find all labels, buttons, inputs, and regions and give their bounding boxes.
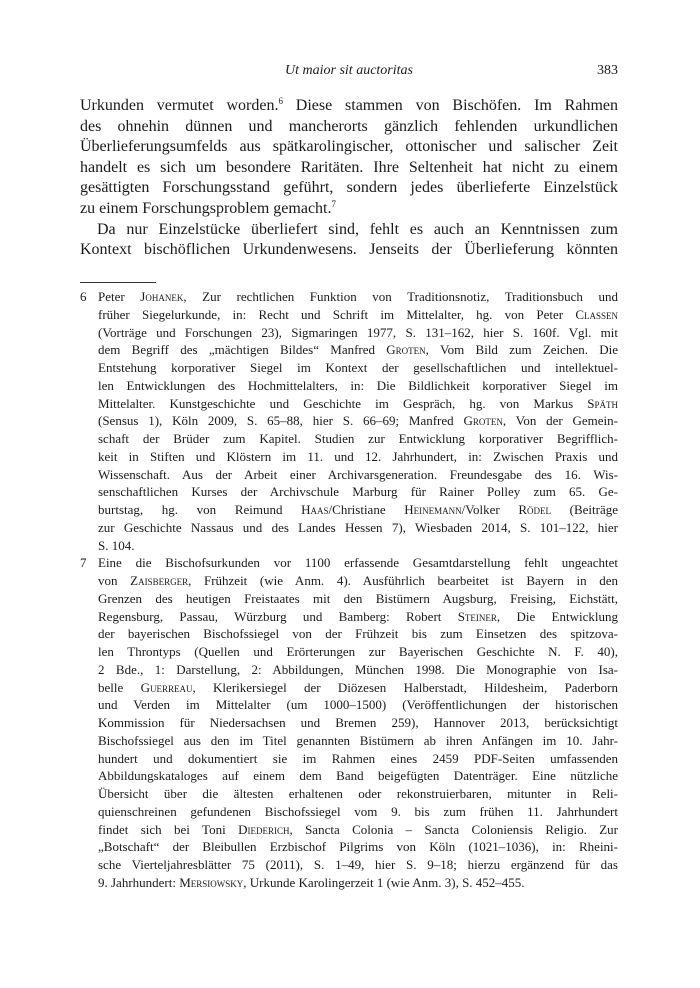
author-name: Zaisberger [130,573,189,588]
author-name: Heinemann [404,502,462,517]
footnote-separator [80,282,156,283]
text-line: Kontext bischöflichen Urkundenwesens. Jenseits der Überlieferung könnten [80,241,618,259]
footnote-line: „Botschaft“ der Bleibullen Erzbischof Pilgrims von Köln (1021–1036), in: Rheini- [98,839,618,855]
author-name: Mersiowsky [179,874,244,890]
footnote-text [98,554,618,891]
footnote-line: senschaftlichen Kurses der Archivschule Marburg für Rainer Polley zum 65. Ge- [98,484,618,500]
footnote-line: quienschreinen gefundenen Bischofssiegel vom 9. bis zum frühen 11. Jahrhundert [98,803,618,819]
footnotes [80,288,618,892]
footnote-line: 2 Bde., 1: Darstellung, 2: Abbildungen, München 1998. Die Monographie von Isa- [98,661,618,677]
footnote-line: Eine die Bischofsurkunden vor 1100 erfassende Gesamtdarstellung fehlt ungeachtet [98,555,618,571]
footnote-line: und Verden im Mittelalter (um 1000–1500) (Veröffentlichungen der historischen [98,697,618,713]
footnote-line: keit in Stiften und Klöstern im 11. und 12. Jahrhundert, in: Zwischen Praxis und [98,448,618,464]
body-text [80,96,618,261]
footnote-ref-6[interactable]: 6 [278,96,283,106]
footnote-line: S. 104. [98,537,135,553]
author-name: Johanek [140,289,184,304]
footnote-line: sche Vierteljahresblätter 75 (2011), S. 1–49, hier S. 9–18; hierzu ergänzend für das [98,857,618,872]
author-name: Guerreau [140,679,193,695]
text-line: Überlieferungsumfelds aus spätkarolingischer, ottonischer und salischer Zeit [80,138,618,156]
footnote-line: (Sensus 1), Köln 2009, S. 65–88, hier S. 66–69; Manfred Groten, Von der Gemein- [98,413,618,429]
footnote-line: Bischofssiegel aus den im Titel genannten Bistümern ab ihren Anfängen im 10. Jahr- [98,732,618,748]
footnote-line: hundert und dokumentiert sie im Rahmen eines 2459 PDF-Seiten umfassenden [98,750,618,766]
footnote-number: 6 [80,289,87,304]
author-name: Haas [301,502,329,517]
footnote-ref-7[interactable]: 7 [331,198,336,209]
footnote-line: Mittelalter. Kunstgeschichte und Geschichte im Gespräch, hg. von Markus Späth [98,395,618,411]
footnote-line: burtstag, hg. von Reimund Haas/Christiane Heinemann/Volker Rödel (Beiträge [98,502,618,517]
paragraph-1 [80,96,618,220]
page-number: 383 [597,63,618,78]
author-name: Classen [575,306,618,322]
footnote-line: zur Geschichte Nassaus und des Landes Hessen 7), Wiesbaden 2014, S. 101–122, hier [98,519,618,535]
author-name: Groten [386,342,426,358]
footnote-line: Übersicht über die ältesten erhaltenen oder rekonstruierbaren, mitunter in Reli- [98,786,618,801]
running-head [80,62,618,80]
footnote-7 [80,554,618,891]
footnote-line: belle Guerreau, Klerikersiegel der Diözesen Halberstadt, Hildesheim, Paderborn [98,679,618,695]
text-line: gesättigten Forschungsstand geführt, sondern jedes überlieferte Einzelstück [80,179,618,197]
footnote-line: Regensburg, Passau, Würzburg und Bamberg: Robert Steiner, Die Entwicklung [98,608,618,624]
footnote-line: Peter Johanek, Zur rechtlichen Funktion von Traditionsnotiz, Traditionsbuch und [98,289,618,304]
running-title: Ut maior sit auctoritas [285,63,413,78]
text-line: Da nur Einzelstücke überliefert sind, fehlt es auch an Kenntnissen zum [97,220,618,238]
footnote-line: dem Begriff des „mächtigen Bildes“ Manfred Groten, Vom Bild zum Zeichen. Die [98,342,618,358]
footnote-line: Wissenschaft. Aus der Arbeit einer Archivarsgeneration. Freundesgabe des 16. Wis- [98,466,618,482]
author-name: Diederich [238,821,290,837]
footnote-line: (Vorträge und Forschungen 23), Sigmaringen 1977, S. 131–162, hier S. 160f. Vgl. mit [98,324,618,340]
footnote-line: len Throntyps (Quellen und Erörterungen zur Bayerischen Geschichte N. F. 40), [98,644,618,659]
footnote-line: len Entwicklungen des Hochmittelalters, in: Die Bildlichkeit korporativer Siegel im [98,377,618,393]
author-name: Rödel [518,502,551,517]
footnote-line: 9. Jahrhundert: Mersiowsky, Urkunde Karolingerzeit 1 (wie Anm. 3), S. 452–455. [98,874,525,890]
footnote-line: Grenzen des heutigen Freistaates mit den Bistümern Augsburg, Freising, Eichstätt, [98,590,618,606]
text-line: des ohnehin dünnen und mancherorts gänzlich fehlenden urkundlichen [80,117,618,135]
footnote-line: Entstehung korporativer Siegel im Kontext der gesellschaftlichen und intellektuel- [98,360,618,375]
footnote-line: Kommission für Niedersachsen und Bremen 259), Hannover 2013, berücksichtigt [98,715,618,730]
footnote-line: Abbildungskataloges auf einem dem Band beigefügten Datenträger. Eine nützliche [98,768,618,784]
author-name: Groten [463,413,503,429]
footnote-6 [80,288,618,554]
author-name: Steiner [457,608,497,624]
footnote-line: schaft der Brüder zum Kapitel. Studien zur Entwicklung korporativer Begrifflich- [98,431,618,446]
footnote-text [98,288,618,554]
footnote-number: 7 [80,555,87,571]
footnote-line: findet sich bei Toni Diederich, Sancta Colonia – Sancta Coloniensis Religio. Zur [98,821,618,837]
text-line: zu einem Forschungsproblem gemacht.$^7$ [80,198,336,217]
text-line: Urkunden vermutet worden.$^6$ Diese stammen von Bischöfen. Im Rahmen [80,96,618,114]
footnote-line: der bayerischen Bischofssiegel von der Frühzeit bis zum Einsetzen des spitzova- [98,626,618,642]
footnote-line: früher Siegelurkunde, in: Recht und Schrift im Mittelalter, hg. von Peter Classen [98,306,618,322]
text-line: handelt es sich um besondere Raritäten. Ihre Seltenheit hat nicht zu einem [80,158,618,176]
footnote-line: von Zaisberger, Frühzeit (wie Anm. 4). Ausführlich bearbeitet ist Bayern in den [98,573,618,588]
paragraph-2 [80,220,618,261]
author-name: Späth [587,395,618,411]
